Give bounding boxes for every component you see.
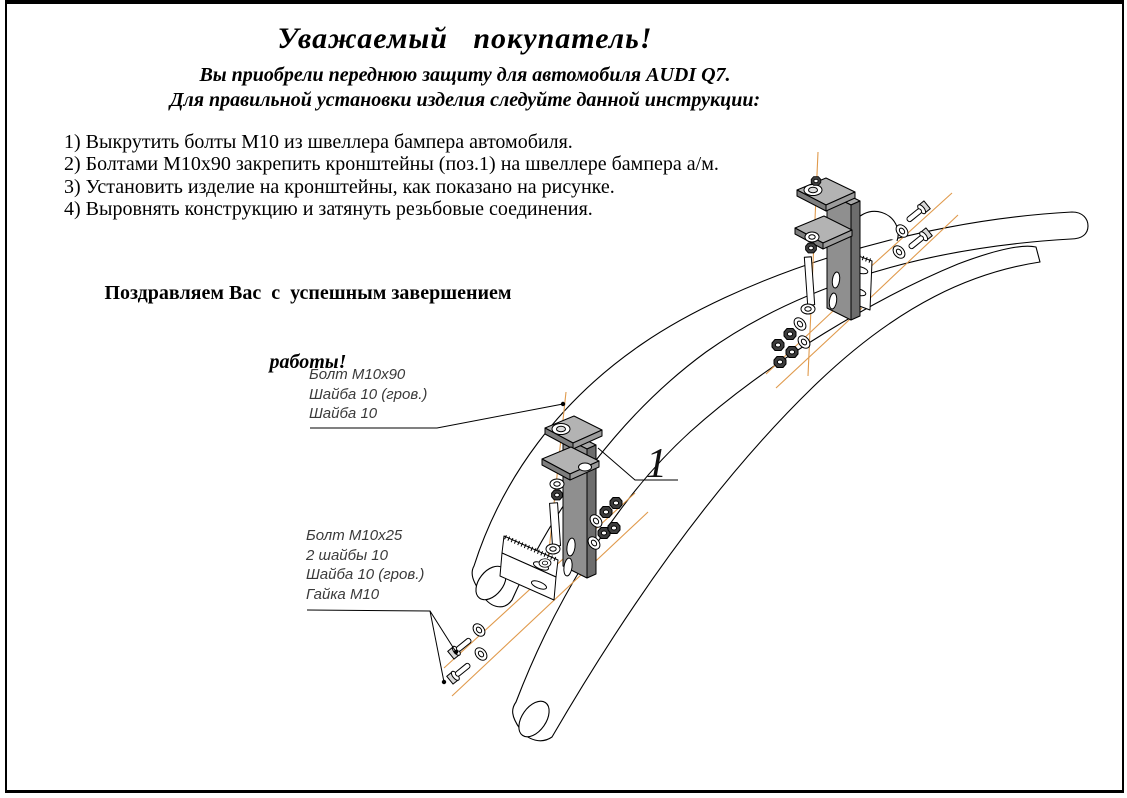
hex-nut <box>600 507 612 518</box>
part-number-label: 1 <box>646 441 667 487</box>
hex-nut <box>786 347 798 358</box>
hex-nut <box>610 498 622 509</box>
callout-line: Шайба 10 <box>309 405 378 422</box>
instruction-step-2: 2) Болтами М10х90 закрепить кронштейны (поз.1) на швеллере бампера а/м. <box>64 153 719 176</box>
washer <box>539 559 551 568</box>
washer <box>473 645 490 662</box>
callout-line: Шайба 10 (гров.) <box>309 385 428 403</box>
callout-line: Болт М10х25 <box>306 527 403 544</box>
washer <box>805 232 819 242</box>
subtitle-line-1: Вы приобрели переднюю защиту для автомобиля AUDI Q7. <box>199 64 731 86</box>
callout-line: Болт М10х90 <box>309 366 406 383</box>
callout-line: 2 шайбы 10 <box>306 546 388 564</box>
washer <box>471 621 488 638</box>
leader-dot <box>454 650 458 654</box>
congrats-line-1: Поздравляем Вас с успешным завершением <box>104 282 512 304</box>
hex-nut <box>552 490 563 500</box>
instruction-step-4: 4) Выровнять конструкцию и затянуть резьбовые соединения. <box>64 198 593 221</box>
callout-leader-upper <box>310 404 563 428</box>
leader-dot <box>561 402 565 406</box>
subtitle-line-2: Для правильной установки изделия следуйте данной инструкции: <box>169 89 761 111</box>
instruction-step-1: 1) Выкрутить болты М10 из швеллера бампера автомобиля. <box>64 131 573 153</box>
washer <box>546 544 560 554</box>
congrats-line-2: работы! <box>269 351 347 373</box>
hex-nut <box>784 329 796 340</box>
page-title: Уважаемый покупатель! <box>277 22 653 55</box>
lower-bolt-hardware <box>446 621 489 684</box>
hex-nut <box>772 340 784 351</box>
hex-nut <box>774 357 786 368</box>
washer <box>550 479 564 489</box>
bolt <box>447 635 473 659</box>
leader-dot <box>442 680 446 684</box>
callout-line: Шайба 10 (гров.) <box>306 566 425 583</box>
hex-nut <box>811 177 821 186</box>
bolt <box>904 201 930 225</box>
callout-line: Гайка М10 <box>306 585 380 603</box>
hex-nut <box>806 243 817 253</box>
washer <box>801 304 815 314</box>
instruction-step-3: 3) Установить изделие на кронштейны, как показано на рисунке. <box>64 175 615 198</box>
hex-nut <box>608 523 620 534</box>
